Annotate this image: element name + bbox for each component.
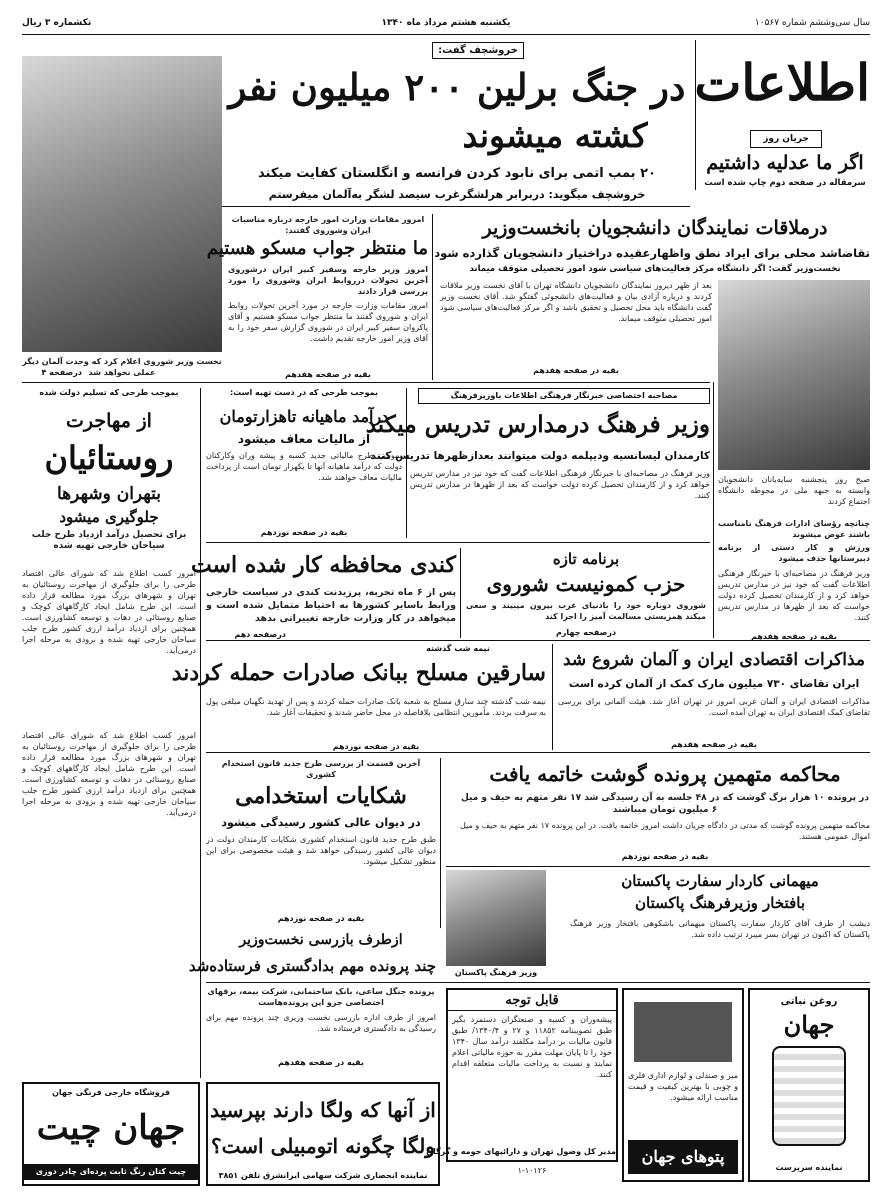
- hiring-continued: بقیه در صفحه نوزدهم: [277, 914, 365, 923]
- party-headline: حزب کمونیست شوروی: [486, 572, 686, 596]
- tax-headline: درآمد ماهیانه تاهزارتومان: [219, 407, 389, 426]
- germany-deck: ایران تقاضای ۷۳۰ میلیون مارک کمک از آلمان کرده است: [568, 678, 860, 690]
- culture-deck: کارمندان لیسانسیه ودیپلمه دولت میتوانند بعدازظهرها تدریس کنند: [370, 450, 710, 462]
- meat-headline: محاکمه متهمین پرونده گوشت خاتمه یافت: [489, 762, 841, 786]
- culture-body-continued: وزیر فرهنگ در مصاحبه‌ای با خبرنگار فرهنگی اطلاعات گفت که خود نیز در مدارس تدریس خواهد کرد و از کارمندان تحصیل کرده دولت خواست که بعد از ظهرها در مدارس تدریس کنند.: [718, 569, 870, 622]
- hiring-body: طبق طرح جدید قانون استخدام کشوری شکایات کارمندان دولت در دیوان عالی کشور رسیدگی خواهد شد و هیئت مخصوصی برای این منظور تشکیل میشود.: [206, 835, 436, 866]
- inspection-headline: چند پرونده مهم بدادگستری فرستاده‌شد: [188, 957, 436, 975]
- robbery-body: نیمه شب گذشته چند سارق مسلح به شعبه بانک صادرات حمله کردند و پس از تهدید نگهبان مبلغی پول به سرقت بردند. مأمورین انتظامی بلافاصله در محل حاضر شدند و تحقیقات آغاز شد.: [206, 697, 546, 717]
- ad-volga-line-2: ولگا چگونه اتومبیلی است؟: [211, 1134, 435, 1158]
- masthead-logo: اطلاعات: [694, 53, 870, 112]
- party-deck: شوروی دوباره خود را بادنیای غرب بیرون میبیند و سعی میکند همزیستی مسالمت آمیز را اجرا کند: [466, 601, 706, 621]
- ad-ghee-brand: جهان: [783, 1010, 835, 1039]
- lead-headline-1: در جنگ برلین ۲۰۰ میلیون نفر: [228, 65, 686, 109]
- ad-notice: [426, 988, 618, 1162]
- ad-volga: [206, 1082, 440, 1186]
- kennedy-deck: پس از ۶ ماه تجربه، پرزیدنت کندی در سیاست خارجی ورابط باسایر کشورها به احتیاط متمایل شده است و میخواهد در کار وزارت خارجه تغییراتی بدهد: [206, 587, 457, 624]
- lead-kicker: خروشچف گفت:: [432, 42, 524, 59]
- villagers-headline-1: از مهاجرت: [66, 410, 152, 432]
- khrushchev-photo-caption: نخست وزیر شوروی اعلام کرد که وحدت آلمان دیگر عملی نخواهد شد: [22, 357, 222, 377]
- pakistan-photo-caption: وزیر فرهنگ پاکستان: [454, 968, 538, 977]
- tax-deck: از مالیات معاف میشود: [237, 432, 371, 446]
- hiring-headline: شکایات استخدامی: [235, 783, 407, 809]
- ad-ghee-top: روغن نباتی: [780, 996, 838, 1007]
- pakistan-headline-1: میهمانی کاردار سفارت پاکستان: [621, 872, 819, 890]
- students-continued: بقیه در صفحه هفدهم: [533, 366, 619, 375]
- ad-furniture: [622, 988, 744, 1182]
- right-photo-caption: صبح روز پنجشنبه سایه‌بانان دانشجویان وابسته به جبهه ملی در محوطه دانشگاه اجتماع کردند: [718, 475, 870, 506]
- lead-deck-1: ۲۰ بمب اتمی برای نابود کردن فرانسه و انگلستان کفایت میکند: [258, 166, 656, 181]
- newspaper-front-page: [22, 18, 870, 1186]
- editorial-sub: سرمقاله در صفحه دوم چاپ شده است: [704, 178, 866, 188]
- pakistan-headline-2: بافتخار وزیرفرهنگ پاکستان: [634, 894, 805, 912]
- tax-kicker: بموجب طرحی که در دست تهیه است:: [229, 388, 379, 397]
- culture-body: وزیر فرهنگ در مصاحبه‌ای با خبرنگار فرهنگی اطلاعات گفت که خود نیز در مدارس تدریس خواهد کرد و از کارمندان تحصیل کرده دولت خواست که بعد از ظهرها در مدارس تدریس کنند.: [410, 469, 710, 500]
- culture-headline: وزیر فرهنگ درمدارس تدریس میکند: [365, 411, 710, 438]
- ad-volga-line-1: از آنها که ولگا دارند بپرسید: [210, 1098, 436, 1122]
- issue-number: سال سی‌وششم شماره ۱۰۵۶۷: [754, 18, 870, 28]
- culture-bullet-2: ورزش و کار دستی از برنامه دبیرستانها حذف میشود: [718, 543, 870, 563]
- ad-notice-title: قابل توجه: [448, 992, 616, 1011]
- students-deck-2: نخست‌وزیر گفت: اگر دانشگاه مرکز فعالیت‌های سیاسی شود امور تحصیلی متوقف میماند: [469, 264, 841, 274]
- students-body: بعد از ظهر دیروز نمایندگان دانشجویان دانشگاه تهران با آقای نخست وزیر ملاقات کردند و درباره آزادی بیان و فعالیت‌های دانشجوئی گفتگو شد. آقای نخست وزیر گفت دانشگاه باید محل تحصیل و تحقیق باشد و اگر مرکز فعالیت‌های سیاسی شود امور تحصیلی متوقف میماند.: [440, 281, 712, 323]
- villagers-kicker: بموجب طرحی که تسلیم دولت شده: [39, 388, 179, 397]
- ad-ghee-bottom: نماینده سرپرست: [775, 1163, 843, 1172]
- tax-continued: بقیه در صفحه نوزدهم: [260, 528, 348, 537]
- issue-date: یکشنبه هشتم مرداد ماه ۱۳۴۰: [381, 18, 511, 28]
- hiring-deck: در دیوان عالی کشور رسیدگی میشود: [221, 816, 421, 829]
- moscow-body: امروز مقامات وزارت خارجه در مورد آخرین تحولات روابط ایران و شوروی گفتند ما منتظر جواب مسکو هستیم و آقای پاکروان سفیر کبیر ایران در شوروی گزارش سفر خود را به آقای وزیر امور خارجه تقدیم داشت.: [228, 301, 428, 343]
- page-footer-code: ۱-۱۰۱۲۶: [517, 1166, 547, 1175]
- villagers-body-continued: امروز کسب اطلاع شد که شورای عالی اقتصاد طرحی را برای جلوگیری از مهاجرت روستائیان به تهران و شهرهای بزرگ مورد مطالعه قرار داده است. این طرح شامل ایجاد کارگاههای کوچک و صنایع روستائی در دهات و توسعه کشاورزی است. همچنین برای ازدیاد درآمد ارزی کشور طرح جلب سیاحان خارجی تهیه شده و بزودی به مرحله اجرا درمی‌آید.: [22, 731, 196, 817]
- robbery-headline: سارقین مسلح ببانک صادرات حمله کردند: [171, 660, 546, 686]
- khrushchev-photo: [22, 56, 222, 352]
- culture-bullet-1: چنانچه رؤسای ادارات فرهنگ نامناسب باشند عوض میشوند: [718, 519, 870, 539]
- issue-price: تکشماره ۳ ریال: [22, 18, 92, 28]
- ad-jahan-chit-brand: جهان چیت: [36, 1108, 186, 1148]
- meat-deck: در پرونده ۱۰ هزار برگ گوشت که در ۴۸ جلسه به آن رسیدگی شد ۱۷ نفر متهم به حیف و میل ۶ میلیون تومان میباشند: [461, 793, 869, 815]
- ad-ghee: [748, 988, 870, 1182]
- kennedy-continued: درصفحه دهم: [234, 630, 286, 639]
- villagers-sub: برای تحصیل درآمد ازدیاد طرح جلب سیاحان خارجی تهیه شده: [31, 530, 187, 551]
- culture-tag: مصاحبه اختصاصی خبرنگار فرهنگی اطلاعات باوزیرفرهنگ: [418, 388, 710, 404]
- ad-blankets-brand: پتوهای جهان: [628, 1140, 738, 1174]
- meat-body: محاکمه متهمین پرونده گوشت که مدتی در دادگاه جریان داشت امروز خاتمه یافت. در این پرونده ۱۷ نفر متهم به حیف و میل اموال عمومی هستند.: [460, 821, 870, 841]
- germany-headline: مذاکرات اقتصادی ایران و آلمان شروع شد: [562, 650, 866, 670]
- inspection-kicker: ازطرف بازرسی نخست‌وزیر: [239, 932, 403, 948]
- tax-body: بموجب طرح مالیاتی جدید کسبه و پیشه وران وکارکنان دولت که درآمد ماهیانه آنها تا یکهزار تومان است از پرداخت مالیات معاف خواهند شد.: [206, 451, 402, 482]
- villagers-headline-2: روستائیان: [44, 439, 174, 477]
- moscow-intro: امروز مقامات وزارت امور خارجه درباره مناسبات ایران وشوروی گفتند:: [231, 215, 425, 235]
- party-continued: درصفحه چهارم: [555, 628, 617, 637]
- ghee-can-illustration: [772, 1046, 846, 1146]
- villagers-body: امروز کسب اطلاع شد که شورای عالی اقتصاد طرحی را برای جلوگیری از مهاجرت روستائیان به تهران و شهرهای بزرگ مورد مطالعه قرار داده است. این طرح شامل ایجاد کارگاههای کوچک و صنایع روستائی در دهات و توسعه کشاورزی است. همچنین برای ازدیاد درآمد ارزی کشور طرح جلب سیاحان خارجی تهیه شده و بزودی به مرحله اجرا درمی‌آید.: [22, 569, 196, 655]
- inspection-continued: بقیه در صفحه هفدهم: [278, 1058, 364, 1067]
- ad-jahan-chit-top: فروشگاه خارجی فرنگی جهان: [52, 1088, 170, 1097]
- meat-continued: بقیه در صفحه نوزدهم: [621, 852, 709, 861]
- pakistan-minister-photo: [446, 870, 546, 966]
- students-headline: درملاقات نمایندگان دانشجویان بانخست‌وزیر: [482, 217, 828, 239]
- hiring-kicker: آخرین قسمت از بررسی طرح جدید قانون استخدام کشوری: [221, 759, 421, 779]
- villagers-deck: جلوگیری میشود: [59, 508, 159, 526]
- villagers-headline-3: بتهران وشهرها: [56, 484, 162, 504]
- prime-minister-photo: [718, 280, 870, 470]
- germany-continued: بقیه در صفحه هفدهم: [671, 740, 757, 749]
- moscow-continued: بقیه در صفحه هفدهم: [285, 370, 371, 379]
- students-deck-1: تقاضاشد محلی برای ایراد نطق واظهارعقیده دراختیار دانشجویان گذارده شود: [434, 246, 870, 260]
- germany-body: مذاکرات اقتصادی ایران و آلمان غربی امروز در تهران آغاز شد. هیئت آلمانی برای بررسی تقاضای کمک اقتصادی ایران به تهران آمده است.: [558, 697, 870, 717]
- ad-jahan-chit-bottom: چیت کتان رنگ ثابت پرده‌ای چادر دوزی: [24, 1164, 198, 1180]
- ad-furniture-body: میز و صندلی و لوازم اداری فلزی و چوبی با بهترین کیفیت و قیمت مناسب ارائه میشود.: [628, 1071, 738, 1102]
- robbery-continued: بقیه در صفحه نوزدهم: [332, 742, 420, 751]
- kennedy-headline: کندی محافظه کار شده است: [190, 552, 456, 578]
- lead-continued: درصفحه ۴: [41, 368, 82, 377]
- robbery-kicker: نیمه شب گذشته: [426, 644, 490, 653]
- ad-jahan-chit: [22, 1082, 200, 1186]
- pakistan-body: دیشب از طرف آقای کاردار سفارت پاکستان میهمانی باشکوهی بافتخار وزیر فرهنگ پاکستان که اکنون در تهران بسر میبرد ترتیب داده شد.: [570, 919, 870, 939]
- inspection-body: امروز از طرف اداره بازرسی نخست وزیری چند پرونده مهم برای رسیدگی به دادگستری فرستاده شد.: [206, 1013, 436, 1033]
- ad-notice-body: پیشه‌وران و کسبه و صنعتگران دستمزد بگیر طبق تصویبنامه ۱۱۸۵۲ و ۲۷ و ۱۳۴۰/۴/ طبق قانون مالیات بر درآمد مکلفند درآمد سال ۱۳۴۰ خود را تا پایان مهلت مقرر به حوزه مالیاتی اعلام نمایند و نسبت به پرداخت مالیات متعلقه اقدام کنند.: [452, 1015, 613, 1079]
- editorial-headline: اگر ما عدلیه داشتیم: [706, 152, 864, 174]
- lead-headline-2: کشته میشوند: [462, 116, 648, 155]
- party-kicker: برنامه تازه: [552, 550, 620, 568]
- ad-notice-footer: مدیر کل وصول تهران و دارائیهای حومه و گرگان: [426, 1147, 616, 1156]
- ad-volga-footer: نماینده انحصاری شرکت سهامی ایرانشرق تلفن ۳۸۵۱: [218, 1171, 428, 1180]
- lead-deck-2: خروشچف میگوید: دربرابر هرلشگرغرب سیصد لشگر به‌آلمان میفرستم: [268, 188, 646, 201]
- moscow-deck: امروز وزیر خارجه وسفیر کبیر ایران درشوروی آخرین تحولات درروابط ایران وشوروی را مورد بررسی قرار دادند: [228, 265, 428, 296]
- moscow-headline: ما منتظر جواب مسکو هستیم: [206, 238, 428, 259]
- inspection-deck: پرونده جنگل ساعی، بانک ساختمانی، شرکت بیمه، برقهای اختصاصی جزو این پرونده‌هاست: [207, 987, 435, 1007]
- daily-column-tag: جریان روز: [750, 130, 822, 148]
- culture-continued: بقیه در صفحه هفدهم: [751, 632, 837, 641]
- desk-illustration: [634, 1002, 732, 1062]
